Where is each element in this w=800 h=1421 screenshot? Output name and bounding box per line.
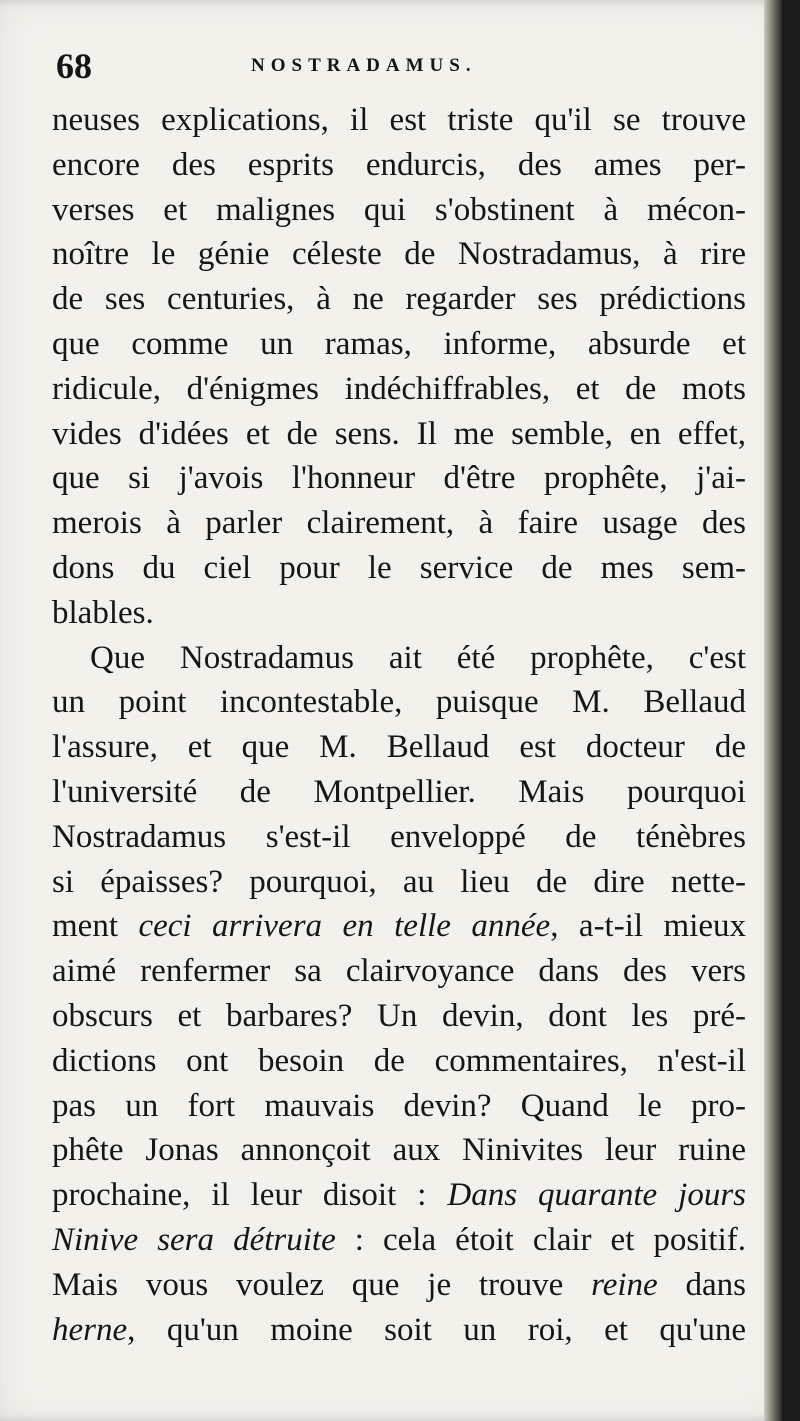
text-run: , a-t-il mieux (550, 908, 747, 945)
text-run: ment (52, 908, 139, 945)
text-run: dans (657, 1266, 746, 1303)
page-edge-shadow (764, 0, 782, 1421)
text-line: encore des esprits endurcis, des ames per- (52, 146, 746, 183)
text-run: prochaine, il leur disoit : (52, 1177, 448, 1214)
running-head: NOSTRADAMUS. (251, 55, 477, 76)
text-line: verses et malignes qui s'obstinent à mécon- (52, 191, 746, 228)
text-line: que comme un ramas, informe, absurde et (52, 325, 746, 362)
text-line: phête Jonas annonçoit aux Ninivites leur ruine (52, 1132, 746, 1169)
text-line: blables. (52, 594, 154, 631)
text-line: si épaisses? pourquoi, au lieu de dire nette- (52, 863, 746, 900)
text-run: : cela étoit clair et positif. (335, 1221, 747, 1258)
text-line: l'assure, et que M. Bellaud est docteur de (52, 729, 746, 766)
text-line: vides d'idées et de sens. Il me semble, en effet, (52, 415, 746, 452)
italic-run: Ninive sera détruite (52, 1221, 336, 1258)
italic-run: reine (591, 1266, 658, 1303)
text-line: que si j'avois l'honneur d'être prophête, j'ai- (52, 460, 746, 497)
text-line: un point incontestable, puisque M. Bellaud (52, 684, 746, 721)
text-line (52, 1218, 746, 1263)
text-line: l'université de Montpellier. Mais pourquoi (52, 773, 746, 810)
text-line: ridicule, d'énigmes indéchiffrables, et de mots (52, 370, 746, 407)
text-line: Nostradamus s'est-il enveloppé de ténèbres (52, 818, 746, 855)
text-line: dictions ont besoin de commentaires, n'est-il (52, 1042, 746, 1079)
page-number: 68 (56, 46, 92, 86)
text-line (52, 1308, 746, 1353)
text-line: Que Nostradamus ait été prophête, c'est (90, 639, 746, 676)
text-line: de ses centuries, à ne regarder ses prédictions (52, 281, 746, 318)
italic-run: ceci arrivera en telle année (138, 908, 551, 945)
italic-run: Dans quarante jours (447, 1177, 747, 1214)
italic-run: herne (52, 1311, 128, 1348)
text-run: Mais vous voulez que je trouve (52, 1266, 592, 1303)
page-header (56, 44, 746, 88)
text-line (52, 1263, 746, 1308)
body-text (52, 98, 746, 1352)
text-line (52, 1173, 746, 1218)
text-line: pas un fort mauvais devin? Quand le pro- (52, 1087, 746, 1124)
text-line: obscurs et barbares? Un devin, dont les pré- (52, 997, 746, 1034)
text-line: noître le génie céleste de Nostradamus, à rire (52, 236, 746, 273)
text-run: , qu'un moine soit un roi, et qu'une (127, 1311, 746, 1348)
text-line: neuses explications, il est triste qu'il se trouve (52, 102, 746, 138)
text-line: merois à parler clairement, à faire usage des (52, 505, 746, 542)
text-line: aimé renfermer sa clairvoyance dans des vers (52, 953, 746, 990)
text-line (52, 904, 746, 949)
text-line: dons du ciel pour le service de mes sem- (52, 549, 746, 586)
